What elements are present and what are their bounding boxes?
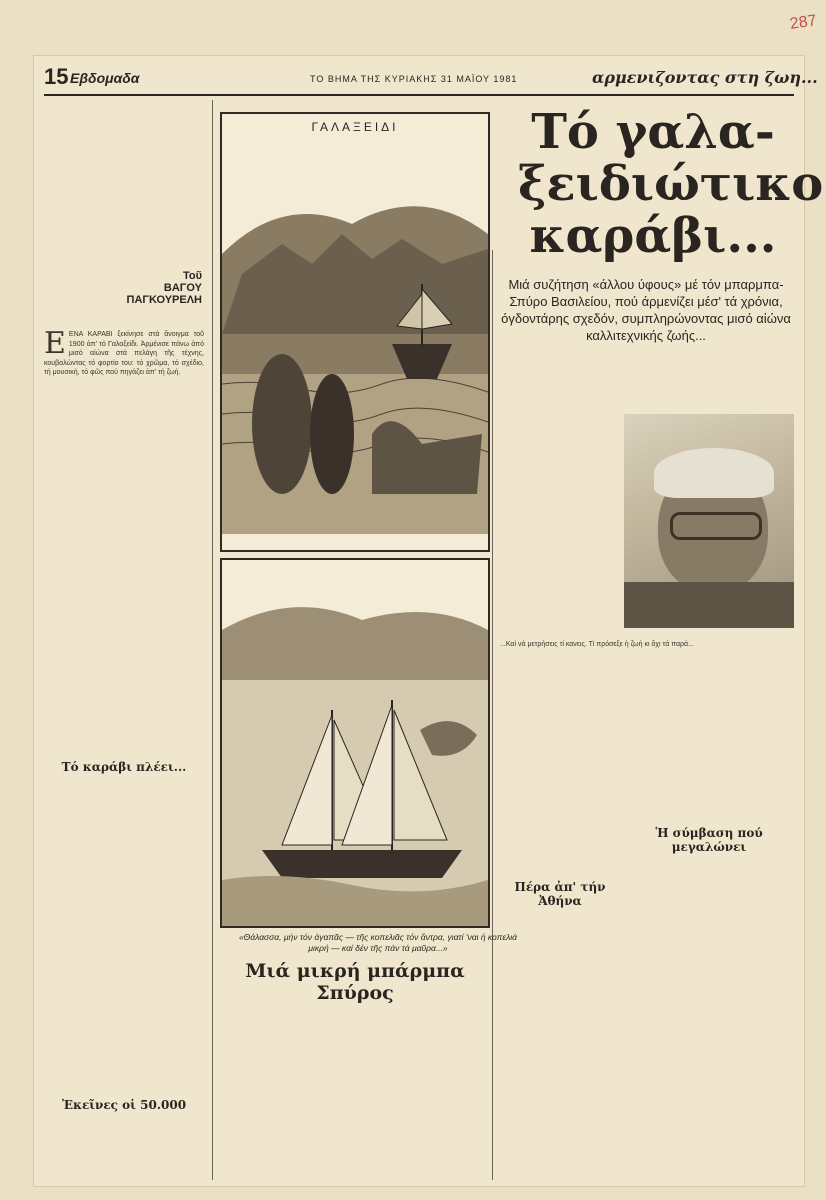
dropcap: Ε: [44, 330, 66, 361]
header-date: ΤΟ ΒΗΜΑ ΤΗΣ ΚΥΡΙΑΚΗΣ 31 ΜΑΪΟΥ 1981: [310, 74, 518, 84]
byline-last: ΠΑΓΚΟΥΡΕΛΗ: [126, 294, 202, 306]
ship-illustration: [222, 560, 488, 926]
image-caption: «Θάλασσα, μήν τόν ἀγαπᾶς — τῆς κοπελιᾶς τόν ἄντρα, γιατί 'ναι ἡ κοπελιά μικρή — καί δέν τῆς πάν τά μαῦρα...»: [238, 932, 518, 953]
galaxidi-engraving: [220, 112, 490, 552]
byline: [92, 270, 202, 306]
photo-glasses: [670, 512, 762, 540]
section-symvasi: Ἡ σύμβαση πού μεγαλώνει: [655, 826, 763, 854]
section-barba-body: [220, 992, 490, 1142]
column-divider: [212, 100, 213, 1180]
sailing-ship-engraving: [220, 558, 490, 928]
article-title: Τό γαλα-ξειδιώτικο καράβι...: [518, 104, 824, 264]
page-number: 287: [788, 12, 818, 33]
portrait-photo: [624, 414, 794, 628]
photo-hair: [654, 448, 774, 498]
column-divider: [492, 250, 493, 1180]
header-rule: [44, 94, 794, 96]
byline-first: ΒΑΓΟΥ: [163, 282, 202, 294]
header-number: 15: [44, 64, 69, 89]
article-subtitle: Μιά συζήτηση «άλλου ύφους» μέ τόν μπαρμπα-Σπύρο Βασιλείου, πού άρμενίζει μέσ' τά χρόνια, όγδοντάρης σχεδόν, συμπληρώνοντας μισό αἰώνα καλλιτεχνικής ζωής...: [501, 277, 791, 343]
lead-text: ΕΝΑ ΚΑΡΑΒΙ ξεκίνησε στά ἄνοιγμα τοῦ 1900 ἀπ' τό Γαλαξείδι. Ἀρμένισε πάνω ἀπό μισό αἰώνα στά πελάγη τῆς τέχνης, κουβαλώντας τό φορτίο του: τό χρῶμα, τό σχέδιο, τή μουσική, τό φῶς πού πηγάζει ἀπ' τή ζωή.: [44, 331, 204, 376]
article-lead: [44, 330, 204, 750]
header-column-title: αρμενιζοντας στη ζωη...: [592, 68, 818, 87]
photo-body: [624, 582, 794, 628]
header-section: Εβδομαδα: [70, 70, 140, 86]
section-barba: Μιά μικρή μπάρμπα Σπύρος: [245, 960, 465, 1004]
section-karavi: Τό καράβι πλέει...: [61, 760, 187, 774]
section-athina: Πέρα ἀπ' τήν Ἀθήνα: [514, 880, 606, 908]
engraving-label: ΓΑΛΑΞΕΙΔΙ: [311, 120, 399, 134]
photo-caption: ...Καί νά μετρήσεις τί κανεις. Τί πρόσεξε ἡ ζωή κι ὅχι τά παρά...: [500, 641, 694, 648]
section-ekeines: Ἐκεῖνες οἱ 50.000: [61, 1098, 187, 1112]
engraving-illustration: [222, 134, 488, 534]
byline-prefix: Τοῦ: [182, 270, 202, 282]
section-karavi-body: [44, 780, 204, 1080]
